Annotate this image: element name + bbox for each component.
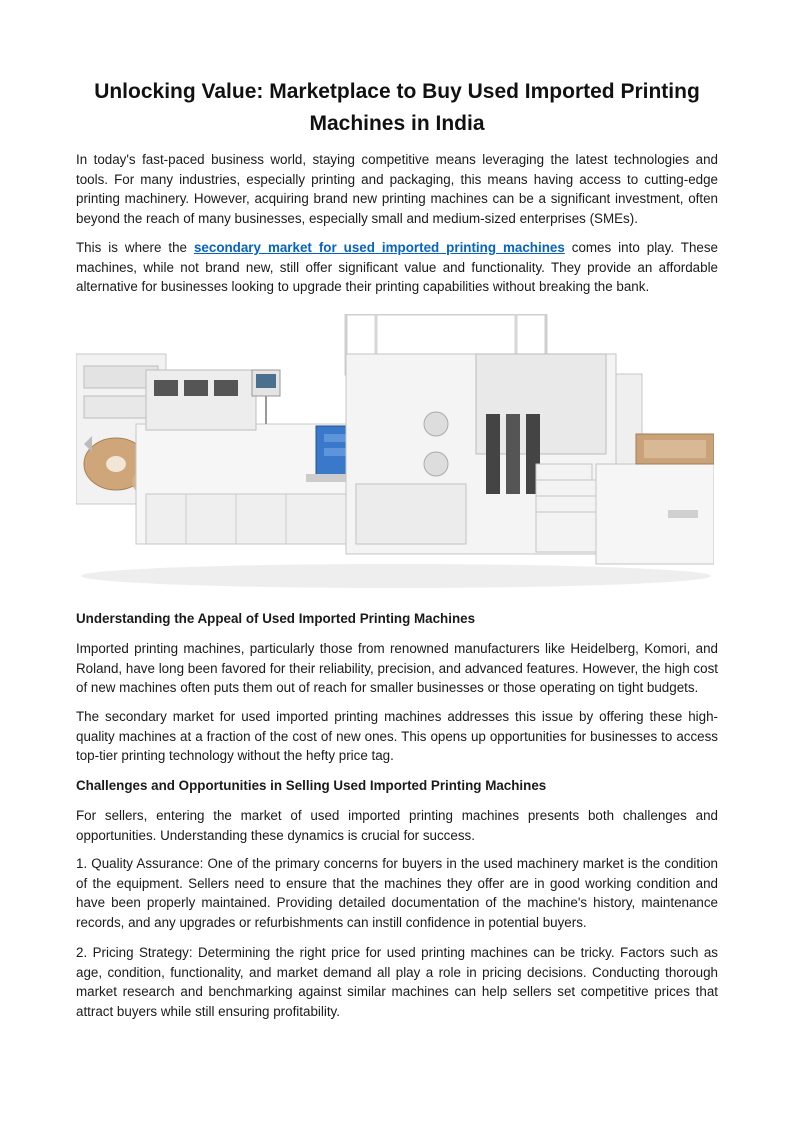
pricing-strategy-paragraph: 2. Pricing Strategy: Determining the right price for used printing machines can be tricky. Factors such as age, condition, functionality, and market demand all play a role in pricing decisions. Conducting thorough market research and benchmarking against similar machines can help sellers set competitive prices that attract buyers while still ensuring profitability.	[76, 945, 718, 1019]
quality-assurance-paragraph: 1. Quality Assurance: One of the primary concerns for buyers in the used machinery market is the condition of the equipment. Sellers need to ensure that the machines they offer are in good working condition and have been properly maintained. Providing detailed documentation of the machine's history, maintenance records, and any upgrades or refurbishments can instill confidence in potential buyers.	[76, 856, 718, 930]
page-title: Unlocking Value: Marketplace to Buy Used Imported Printing Machines in India	[94, 80, 700, 135]
printing-machine-image	[76, 314, 714, 592]
section1-heading: Understanding the Appeal of Used Imported Printing Machines	[76, 611, 476, 626]
intro-p2-before: This is where the	[76, 240, 194, 255]
intro-p2-after: comes into play. These machines, while not brand new, still offer significant value and functionality. They provide an affordable alternative for businesses looking to upgrade their printing capabilities without breaking the bank.	[76, 240, 719, 295]
section1-paragraph-1: Imported printing machines, particularly those from renowned manufacturers like Heidelberg, Komori, and Roland, have long been favored for their reliability, precision, and advanced features. However, the high cost of new machines often puts them out of reach for smaller businesses or those operating on tight budgets.	[76, 641, 718, 696]
intro-paragraph-2	[76, 238, 718, 297]
section1-paragraph-2: The secondary market for used imported printing machines addresses this issue by offering these high-quality machines at a fraction of the cost of new ones. This opens up opportunities for businesses to access top-tier printing technology without the hefty price tag.	[76, 709, 718, 764]
intro-paragraph-1: In today's fast-paced business world, staying competitive means leveraging the latest technologies and tools. For many industries, especially printing and packaging, this means having access to cutting-edge printing machinery. However, acquiring brand new printing machines can be a significant investment, often beyond the reach of many businesses, especially small and medium-sized enterprises (SMEs).	[76, 152, 718, 226]
secondary-market-link[interactable]: secondary market for used imported printing machines	[193, 240, 565, 255]
section2-paragraph-1: For sellers, entering the market of used imported printing machines presents both challenges and opportunities. Understanding these dynamics is crucial for success.	[76, 808, 718, 843]
section2-heading: Challenges and Opportunities in Selling Used Imported Printing Machines	[76, 778, 547, 793]
